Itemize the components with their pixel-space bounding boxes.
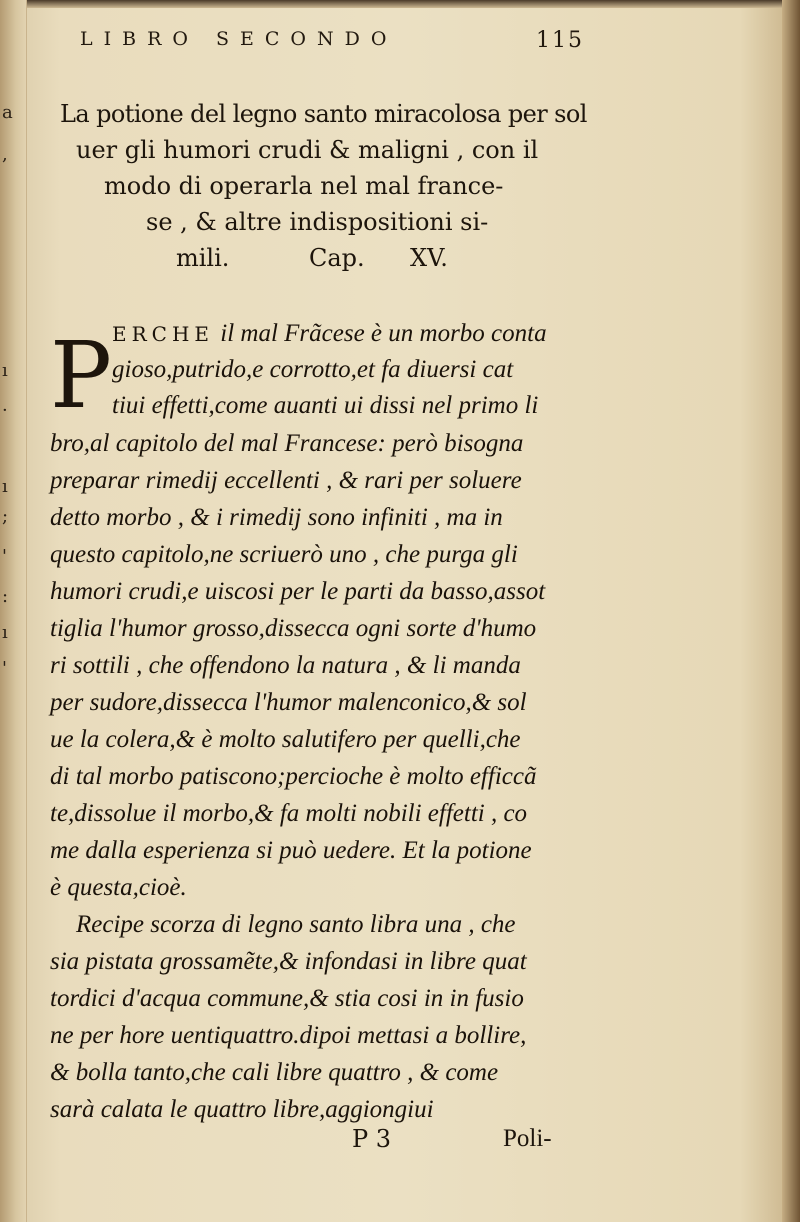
body-line: è questa,cioè.: [50, 874, 187, 901]
chapter-title-line: uer gli humori crudi & maligni , con il: [76, 136, 539, 164]
opening-smallcaps: ERCHE: [112, 322, 215, 346]
catchword: Poli-: [503, 1125, 552, 1152]
gutter-mark: :: [2, 586, 9, 607]
body-line: gioso,putrido,e corrotto,et fa diuersi cat: [112, 356, 514, 383]
body-line: bro,al capitolo del mal Francese: però bisogna: [50, 430, 524, 457]
chapter-number: XV.: [410, 244, 448, 272]
body-line: detto morbo , & i rimedij sono infiniti , ma in: [50, 504, 503, 531]
body-line: [112, 320, 547, 348]
gutter-mark: ı: [2, 622, 8, 643]
gutter-mark: ': [2, 658, 7, 679]
page-fore-edge: [782, 0, 800, 1222]
drop-cap-initial: P: [50, 322, 112, 429]
chapter-label: Cap.: [309, 244, 365, 272]
body-line: humori crudi,e uiscosi per le parti da basso,assot: [50, 578, 546, 605]
body-line: tordici d'acqua commune,& stia cosi in in fusio: [50, 985, 524, 1012]
body-line: ri sottili , che offendono la natura , & li manda: [50, 652, 521, 679]
body-line: sarà calata le quattro libre,aggiongiui: [50, 1096, 434, 1123]
body-line: me dalla esperienza si può uedere. Et la potione: [50, 837, 532, 864]
chapter-title-line: La potione del legno santo miracolosa per sol: [60, 100, 587, 128]
gutter-mark: ·: [2, 400, 8, 421]
body-line: preparar rimedij eccellenti , & rari per soluere: [50, 467, 522, 494]
chapter-title-line: se , & altre indispositioni si-: [146, 208, 489, 236]
body-line: per sudore,dissecca l'humor malenconico,& sol: [50, 689, 527, 716]
body-line: di tal morbo patiscono;percioche è molto efficcã: [50, 763, 537, 790]
gutter-mark: ı: [2, 360, 8, 381]
gutter-mark: ': [2, 546, 7, 567]
page-top-edge: [0, 0, 800, 8]
body-line-text: il mal Frãcese è un morbo conta: [220, 320, 547, 347]
chapter-title-line: mili.: [176, 244, 230, 272]
body-line: ne per hore uentiquattro.dipoi mettasi a bollire,: [50, 1022, 527, 1049]
facing-page-gutter: [0, 0, 27, 1222]
page-number: 115: [536, 28, 584, 53]
gutter-mark: ,: [2, 144, 8, 165]
body-line: tiglia l'humor grosso,dissecca ogni sorte d'humo: [50, 615, 537, 642]
body-line: ue la colera,& è molto salutifero per quelli,che: [50, 726, 521, 753]
body-line: te,dissolue il morbo,& fa molti nobili effetti , co: [50, 800, 528, 827]
gutter-mark: ;: [2, 506, 9, 527]
body-line: questo capitolo,ne scriuerò uno , che purga gli: [50, 541, 518, 568]
signature-mark: P 3: [352, 1125, 392, 1153]
body-line: tiui effetti,come auanti ui dissi nel primo li: [112, 392, 539, 419]
body-line: Recipe scorza di legno santo libra una , che: [76, 911, 516, 938]
body-line: sia pistata grossamẽte,& infondasi in libre quat: [50, 948, 527, 975]
gutter-mark: ı: [2, 476, 8, 497]
chapter-title-line: modo di operarla nel mal france-: [104, 172, 504, 200]
body-line: & bolla tanto,che cali libre quattro , & come: [50, 1059, 499, 1086]
gutter-mark: a: [2, 102, 13, 123]
running-head-title: LIBRO SECONDO: [80, 28, 398, 50]
